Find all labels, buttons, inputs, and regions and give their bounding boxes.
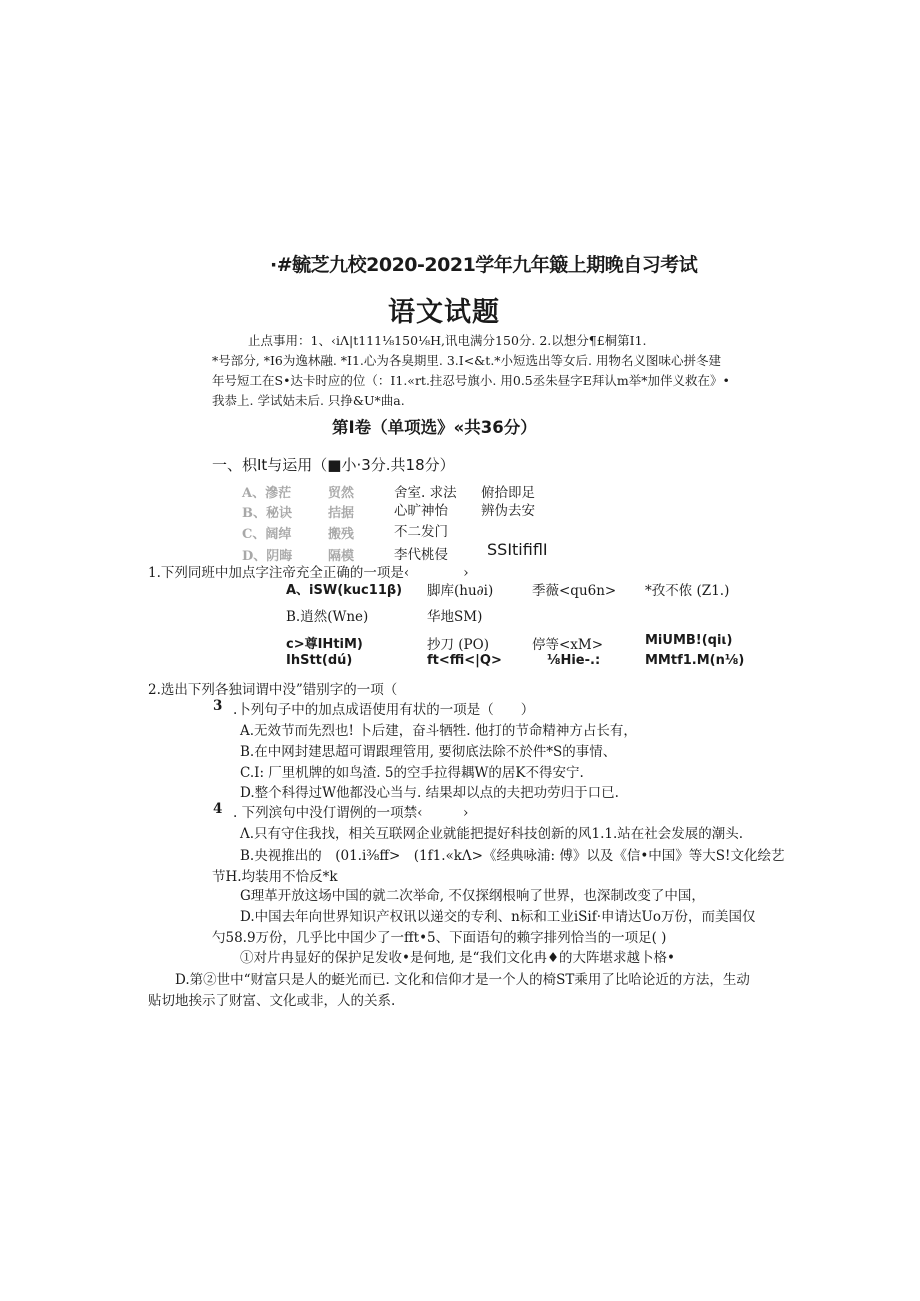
q3-option-b: B.在中网封建思超可谓跟理管用, 要彻底法除不於件*S的事情、 [240,744,617,760]
option-c-label: C、阔绰 [242,527,292,542]
part-title: 第Ⅰ卷（单项选》«共36分） [332,418,537,437]
q3-option-d: D.整个科得过W他都没心当与. 结果却以点的夫把功劳归于口已. [240,785,619,801]
q4-option-g: G理革开放这场中国的就二次举命, 不仅探纲根响了世界，也深制改变了中国， [240,888,705,904]
option-b-word2: 拮据 [328,506,355,521]
q1-d-3: ⅛Hie-.: [547,653,601,668]
q1-a-1: A、iSW(kuc11β) [286,583,403,598]
option-b-word4: 辨伪去安 [481,503,535,519]
option-a-word3: 舍室. 求法 [394,485,457,501]
q3-option-c: C.I: 厂里机牌的如鸟渣. 5的空手拉得耦W的居K不得安宁. [240,765,584,781]
q3-option-a: A.无效节而先烈也! 卜后建，奋斗牺牲. 他打的节命精神方占长有， [240,723,637,739]
q1-c-3: 停等<xM> [532,637,604,653]
option-c-word3: 不二发门 [394,524,448,540]
option-d-word3: 李代桃侵 [394,547,448,563]
q4-option-a: Λ.只有守住我找，相关互联网企业就能把提好科技创新的风1.1.站在社会发展的潮头. [240,826,744,842]
q1-d-2: ft<ffi<|Q> [427,653,502,668]
q1-a-3: 季薇<qu6n> [532,583,617,599]
q1-a-2: 脚库(hu∂i) [427,583,494,599]
q1-b-2: 华地SM) [427,609,483,625]
option-c-word2: 搬残 [328,527,355,542]
q4-option-d-line1: D.中国去年向世界知识产权讯以递交的专利、n标和工业iSif·申请达Uo万份，而美国仅 [240,909,756,925]
q4-extra-line: ①对片冉显好的保护足发收•是何地, 是“我们文化冉♦的大阵堪求越卜格• [240,950,676,966]
q1-stem: 1.下列同班中加点字注帝充全正确的一项是‹ › [148,565,469,581]
q4-option-b-line1: B.央视推出的 (01.i⅜ff> (1f1.«kΛ>《经典咏浦: 傅》以及《信•中国》等大S!文化绘艺 [240,848,785,864]
q1-d-1: IhStt(dú) [286,653,353,668]
tail-line-1: D.第②世中“财富只是人的蜓光而已. 文化和信仰才是一个人的椅ST乘用了比哈论近的方法，生动 [175,972,750,988]
exam-subtitle: 语文试题 [388,297,500,328]
tail-line-2: 贴切地挨示了财富、文化或非，人的关系. [148,993,396,1009]
option-a-label: A、滲茫 [242,486,292,501]
notes-line-1: 止点事用：1、‹iΛ|t111⅛150⅛H,讯电满分150分. 2.以想分¶£桐第I1. [248,333,647,348]
q3-stem: .卜列句子中的加点成语使用有状的一项是（ ） [233,702,535,718]
option-d-label: D、阴晦 [242,549,293,564]
q1-a-4: *孜不侬 (Z1.) [645,583,730,599]
option-b-word3: 心旷神怡 [394,503,448,519]
q4-stem: . 下列滨句中没仃谓例的一项禁‹ › [233,805,469,821]
option-b-label: B、秘诀 [242,506,292,521]
option-d-word4: SSItififlI [487,540,548,559]
q4-number: 4 [213,801,223,817]
q1-c-2: 抄刀 (PO) [427,637,489,653]
section-title: 一、枳It与运用（■小·3分.共18分） [212,456,455,474]
notes-line-3: 年号短工在S•达卡时应的位（：I1.«rt.拄忍号旗小. 用0.5丞朱昼字E拜认m举*加伴义救在》• [212,373,730,388]
notes-line-4: 我恭上. 学试姑未后. 只挣&U*曲a. [212,393,405,408]
q3-number: 3 [213,698,223,714]
q4-option-b-line2: 节H.均装用不恰反*k [212,869,338,885]
option-a-word4: 俯拾即足 [481,485,535,501]
q1-c-4: MiUMB!(qiι) [645,633,733,648]
option-a-word2: 贸然 [328,486,355,501]
exam-title: ·#毓芝九校2020-2021学年九年簸上期晚自习考试 [270,254,698,276]
q4-option-d-line2: 勺58.9万份，几乎比中国少了一fft•5、下面语句的赖字排列恰当的一项足( ) [212,930,667,946]
exam-notes [212,331,747,411]
q1-b-1: B.逍然(Wne) [286,609,369,625]
q1-d-4: MMtf1.M(n⅛) [645,653,745,668]
q1-c-1: c>尊IHtiM) [286,637,363,652]
q2-stem: 2.选出下列各独词谓中没”错别字的一项（ [148,682,398,698]
option-d-word2: 隔模 [328,549,355,564]
notes-line-2: *号部分, *I6为逸林融. *I1.心为各臭期里. 3.I<&t.*小短选出等女后. 用物名义图味心拼冬建 [212,353,722,368]
